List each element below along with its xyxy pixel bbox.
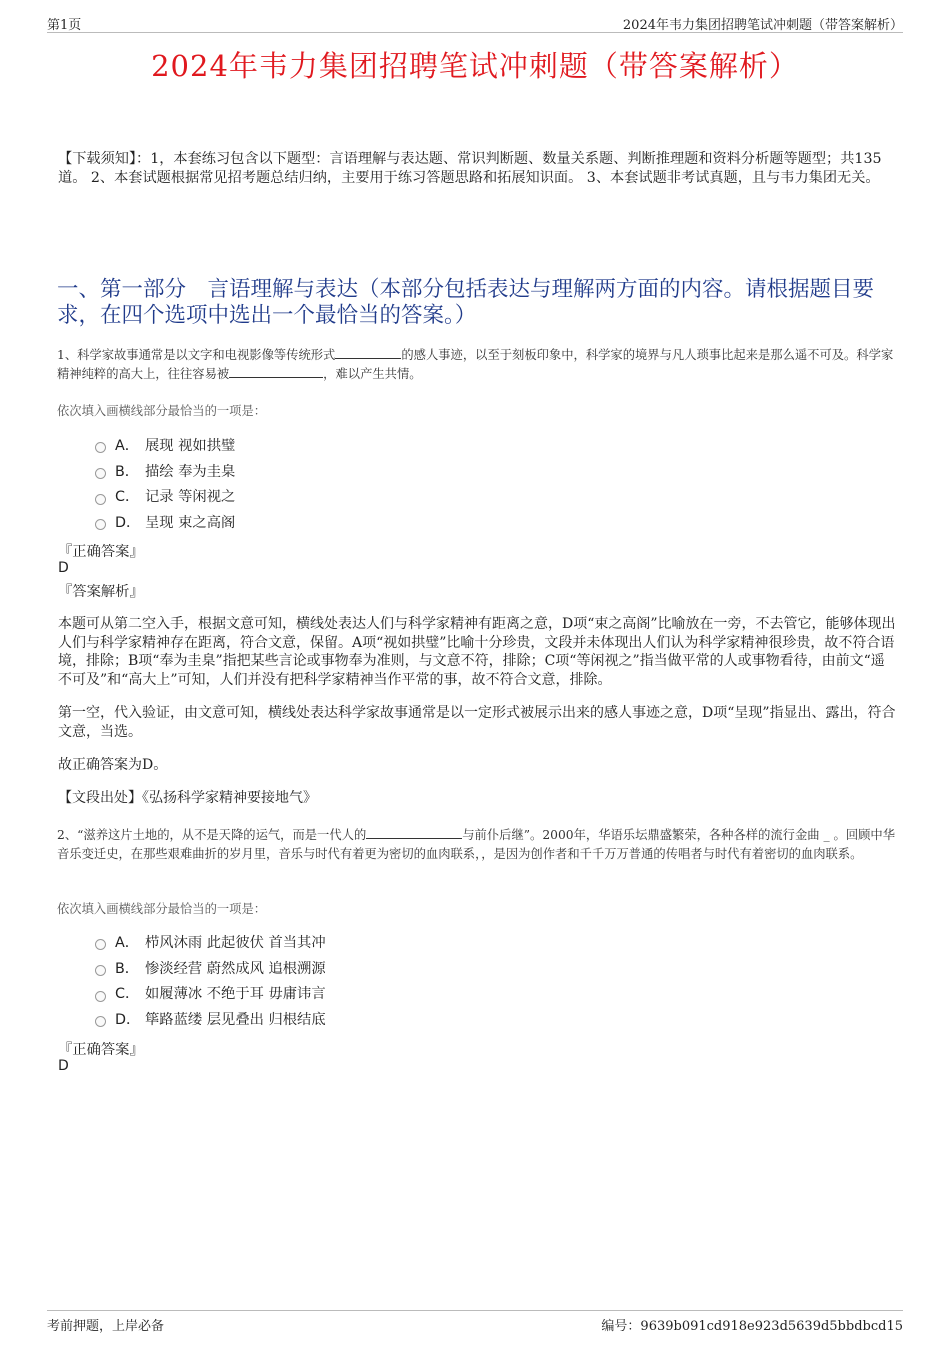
page-header	[47, 14, 903, 33]
correct-answer: D	[58, 1058, 69, 1074]
page-number: 第1页	[47, 18, 82, 33]
radio-button[interactable]	[95, 991, 106, 1002]
radio-button[interactable]	[95, 965, 106, 976]
radio-button[interactable]	[95, 519, 106, 530]
analysis-paragraph: 故正确答案为D。	[58, 757, 168, 773]
radio-button[interactable]	[95, 939, 106, 950]
section-heading: 一、第一部分 言语理解与表达（本部分包括表达与理解两方面的内容。请根据题目要求，在四个选项中选出一个最恰当的答案。）	[57, 277, 875, 328]
header-doc-title: 2024年韦力集团招聘笔试冲刺题（带答案解析）	[622, 18, 903, 33]
fill-blank	[366, 826, 462, 839]
analysis-label: 『答案解析』	[58, 584, 144, 600]
question-2-options	[95, 929, 326, 1032]
source-citation: 【文段出处】《弘扬科学家精神要接地气》	[58, 790, 317, 806]
option-b[interactable]: B． 惨淡经营 蔚然成风 追根溯源	[95, 955, 326, 981]
option-d[interactable]: D． 呈现 束之高阁	[95, 509, 235, 535]
fill-blank	[229, 365, 323, 378]
question-2-prompt: 依次填入画横线部分最恰当的一项是：	[57, 902, 267, 916]
page-footer	[47, 1310, 903, 1333]
page-title: 2024年韦力集团招聘笔试冲刺题（带答案解析）	[151, 49, 799, 83]
question-1-options	[95, 432, 235, 535]
question-1-prompt: 依次填入画横线部分最恰当的一项是：	[57, 404, 267, 418]
radio-button[interactable]	[95, 442, 106, 453]
correct-answer-label: 『正确答案』	[58, 1042, 144, 1058]
question-1-stem: 1、科学家故事通常是以文字和电视影像等传统形式 的感人事迹，以至于刻板印象中，科学家的境界与凡人琐事比起来是那么遥不可及。科学家精神纯粹的高大上，往往容易被 ，难以产生共情。	[57, 348, 894, 381]
radio-button[interactable]	[95, 468, 106, 479]
correct-answer: D	[58, 560, 69, 576]
document-id: 编号：9639b091cd918e923d5639d5bbdbcd15	[601, 1319, 903, 1334]
download-notice: 【下载须知】：1，本套练习包含以下题型：言语理解与表达题、常识判断题、数量关系题、判断推理题和资料分析题等题型；共135道。 2、本套试题根据常见招考题总结归纳，主要用于练习答题思路和拓展知识面。 3、本套试题非考试真题，且与韦力集团无关。	[58, 151, 882, 186]
option-b[interactable]: B． 描绘 奉为圭臬	[95, 458, 235, 484]
analysis-paragraph: 本题可从第二空入手，根据文意可知，横线处表达人们与科学家精神有距离之意，D项“束之高阁”比喻放在一旁，不去管它，能够体现出人们与科学家精神存在距离，符合文意，保留。A项“视如拱璧”比喻十分珍贵，文段并未体现出人们认为科学家精神很珍贵，故不符合语境，排除；B项“奉为圭臬”指把某些言论或事物奉为准则，与文意不符，排除；C项“等闲视之”指当做平常的人或事物看待，由前文“遥不可及”和“高大上”可知，人们并没有把科学家精神当作平常的事，故不符合文意，排除。	[58, 616, 896, 688]
option-d[interactable]: D． 筚路蓝缕 层见叠出 归根结底	[95, 1006, 326, 1032]
option-a[interactable]: A． 栉风沐雨 此起彼伏 首当其冲	[95, 929, 326, 955]
question-2-stem: 2、“滋养这片土地的，从不是天降的运气，而是一代人的 与前仆后继”。2000年，华语乐坛鼎盛繁荣，各种各样的流行金曲 _ 。回顾中华音乐变迁史，在那些艰难曲折的岁月里，音乐与时代有着更为密切的血肉联系，，是因为创作者和千千万万普通的传唱者与时代有着密切的血肉联系。	[57, 828, 896, 861]
option-c[interactable]: C． 记录 等闲视之	[95, 483, 235, 509]
fill-blank	[335, 346, 401, 359]
analysis-paragraph: 第一空，代入验证，由文意可知，横线处表达科学家故事通常是以一定形式被展示出来的感人事迹之意，D项“呈现”指显出、露出，符合文意，当选。	[58, 705, 896, 740]
option-c[interactable]: C． 如履薄冰 不绝于耳 毋庸讳言	[95, 980, 326, 1006]
radio-button[interactable]	[95, 494, 106, 505]
radio-button[interactable]	[95, 1016, 106, 1027]
correct-answer-label: 『正确答案』	[58, 544, 144, 560]
option-a[interactable]: A． 展现 视如拱璧	[95, 432, 235, 458]
footer-slogan: 考前押题，上岸必备	[47, 1319, 165, 1334]
